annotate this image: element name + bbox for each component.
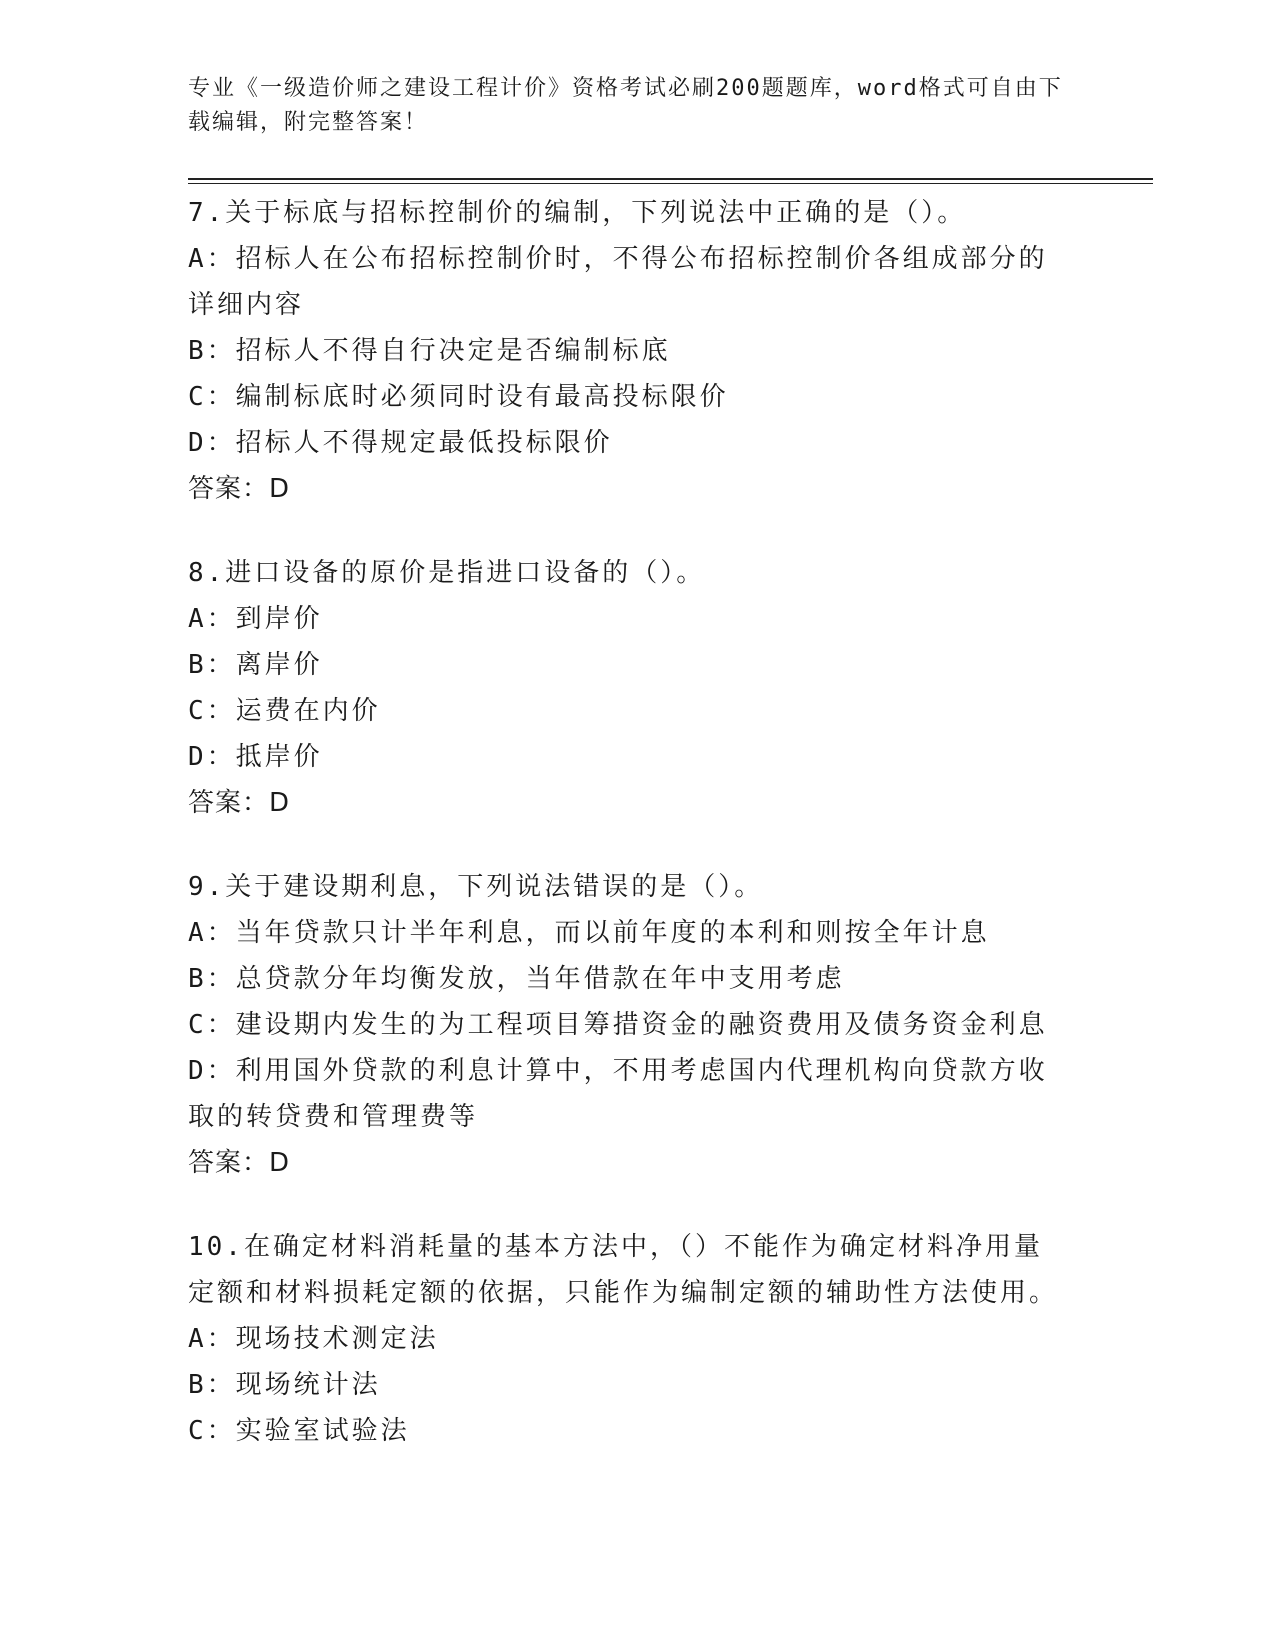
option-b: B：招标人不得自行决定是否编制标底 bbox=[188, 336, 671, 366]
question-10 bbox=[188, 1224, 1068, 1454]
option-c: C：建设期内发生的为工程项目筹措资金的融资费用及债务资金利息 bbox=[188, 1010, 1048, 1040]
document-header: 专业《一级造价师之建设工程计价》资格考试必刷200题题库，word格式可自由下载编辑，附完整答案！ bbox=[188, 76, 1063, 135]
option-d: D：利用国外贷款的利息计算中，不用考虑国内代理机构向贷款方收取的转贷费和管理费等 bbox=[188, 1056, 1048, 1132]
question-stem: 8.进口设备的原价是指进口设备的（）。 bbox=[188, 558, 706, 588]
option-c: C：编制标底时必须同时设有最高投标限价 bbox=[188, 382, 729, 412]
answer: 答案：D bbox=[188, 788, 291, 818]
question-8 bbox=[188, 550, 1068, 826]
question-list bbox=[188, 190, 1068, 1492]
answer: 答案：D bbox=[188, 474, 291, 504]
option-c: C：运费在内价 bbox=[188, 696, 381, 726]
option-c: C：实验室试验法 bbox=[188, 1416, 410, 1446]
option-b: B：离岸价 bbox=[188, 650, 323, 680]
answer: 答案：D bbox=[188, 1148, 291, 1178]
option-a: A：到岸价 bbox=[188, 604, 323, 634]
option-d: D：招标人不得规定最低投标限价 bbox=[188, 428, 613, 458]
option-a: A：招标人在公布招标控制价时，不得公布招标控制价各组成部分的详细内容 bbox=[188, 244, 1048, 320]
header-divider-thin bbox=[188, 183, 1153, 184]
option-b: B：现场统计法 bbox=[188, 1370, 381, 1400]
option-a: A：现场技术测定法 bbox=[188, 1324, 439, 1354]
option-b: B：总贷款分年均衡发放，当年借款在年中支用考虑 bbox=[188, 964, 845, 994]
question-9 bbox=[188, 864, 1068, 1186]
question-stem: 10.在确定材料消耗量的基本方法中，（）不能作为确定材料净用量定额和材料损耗定额的依据，只能作为编制定额的辅助性方法使用。 bbox=[188, 1232, 1059, 1308]
option-a: A：当年贷款只计半年利息，而以前年度的本利和则按全年计息 bbox=[188, 918, 990, 948]
question-stem: 9.关于建设期利息，下列说法错误的是（）。 bbox=[188, 872, 764, 902]
question-stem: 7.关于标底与招标控制价的编制，下列说法中正确的是（）。 bbox=[188, 198, 967, 228]
header-divider-thick bbox=[188, 178, 1153, 180]
question-7 bbox=[188, 190, 1068, 512]
option-d: D：抵岸价 bbox=[188, 742, 323, 772]
